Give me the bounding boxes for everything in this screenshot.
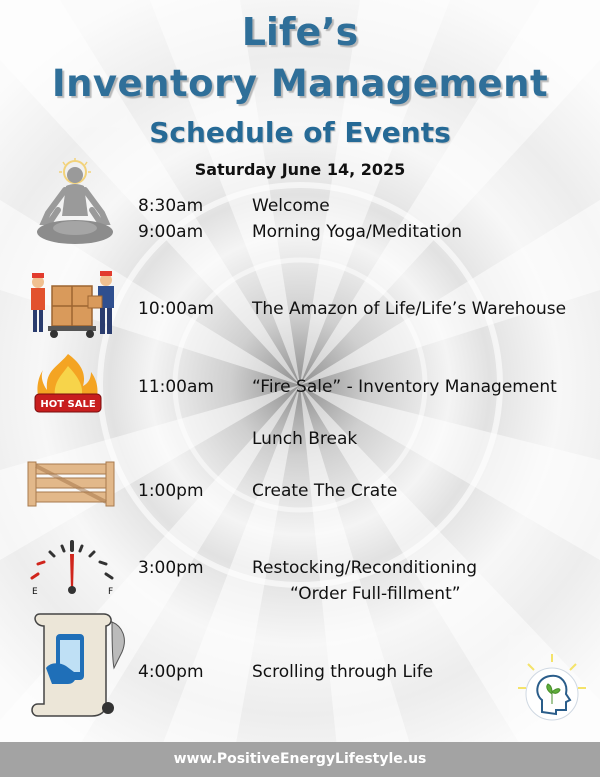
- hot-sale-fire-icon: [33, 352, 103, 422]
- meditation-icon: [30, 158, 120, 258]
- schedule-time: 8:30am: [138, 196, 204, 216]
- schedule-event: Create The Crate: [252, 481, 398, 501]
- schedule-time: 1:00pm: [138, 481, 204, 501]
- gauge-empty-label: E: [32, 587, 38, 597]
- warehouse-workers-icon: [26, 268, 124, 342]
- schedule-event: Restocking/Reconditioning: [252, 558, 478, 578]
- scroll-phone-icon: [30, 608, 134, 720]
- fuel-gauge-icon: [24, 538, 120, 600]
- schedule-event: “Fire Sale” - Inventory Management: [252, 377, 557, 397]
- wooden-crate-icon: [24, 458, 118, 510]
- schedule-event: Welcome: [252, 196, 330, 216]
- schedule-time: 10:00am: [138, 299, 214, 319]
- schedule-event: “Order Full-fillment”: [290, 584, 461, 604]
- schedule-event: Morning Yoga/Meditation: [252, 222, 462, 242]
- positive-energy-awareness-logo: [516, 654, 588, 734]
- event-date: Saturday June 14, 2025: [194, 160, 406, 179]
- schedule-time: 11:00am: [138, 377, 214, 397]
- title-line-2: Inventory Management: [51, 62, 549, 105]
- schedule-time: 4:00pm: [138, 662, 204, 682]
- hot-sale-label: HOT SALE: [40, 399, 96, 410]
- schedule-event: Scrolling through Life: [252, 662, 434, 682]
- schedule-time: 3:00pm: [138, 558, 204, 578]
- footer-website-link[interactable]: www.PositiveEnergyLifestyle.us: [173, 751, 427, 767]
- title-line-1: Life’s: [241, 10, 359, 54]
- footer-bar: [0, 742, 600, 777]
- schedule-event: The Amazon of Life/Life’s Warehouse: [252, 299, 567, 319]
- schedule-event: Lunch Break: [252, 429, 358, 449]
- subtitle: Schedule of Events: [149, 116, 451, 149]
- schedule-time: 9:00am: [138, 222, 204, 242]
- gauge-full-label: F: [108, 587, 114, 597]
